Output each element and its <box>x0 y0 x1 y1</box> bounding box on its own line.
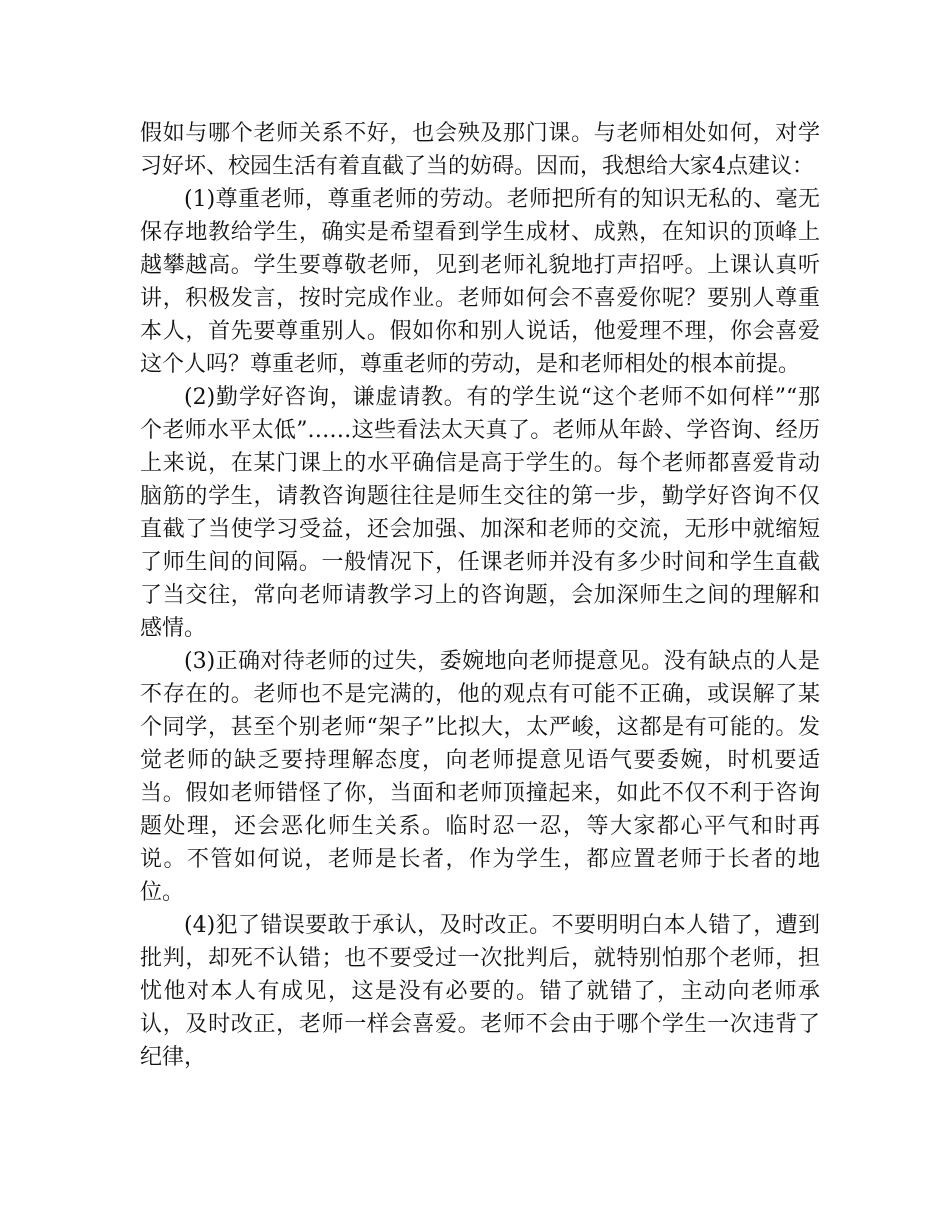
paragraph-advice-2: (2)勤学好咨询，谦虚请教。有的学生说“这个老师不如何样”“那个老师水平太低”……这些看法太天真了。老师从年龄、学咨询、经历上来说，在某门课上的水平确信是高于学生的。每个老师都喜爱肯动脑筋的学生，请教咨询题往往是师生交往的第一步，勤学好咨询不仅直截了当使学习受益，还会加强、加深和老师的交流，无形中就缩短了师生间的间隔。一般情况下，任课老师并没有多少时间和学生直截了当交往，常向老师请教学习上的咨询题，会加深师生之间的理解和感情。 <box>140 385 820 641</box>
paragraph-intro: 假如与哪个老师关系不好，也会殃及那门课。与老师相处如何，对学习好坏、校园生活有着直截了当的妨碍。因而，我想给大家4点建议： <box>140 121 820 179</box>
paragraph-advice-1: (1)尊重老师，尊重老师的劳动。老师把所有的知识无私的、毫无保存地教给学生，确实是希望看到学生成材、成熟，在知识的顶峰上越攀越高。学生要尊敬老师，见到老师礼貌地打声招呼。上课认真听讲，积极发言，按时完成作业。老师如何会不喜爱你呢？要别人尊重本人，首先要尊重别人。假如你和别人说话，他爱理不理，你会喜爱这个人吗？尊重老师，尊重老师的劳动，是和老师相处的根本前提。 <box>140 187 820 377</box>
paragraph-advice-4: (4)犯了错误要敢于承认，及时改正。不要明明白本人错了，遭到批判，却死不认错；也不要受过一次批判后，就特别怕那个老师，担忧他对本人有成见，这是没有必要的。错了就错了，主动向老师承认，及时改正，老师一样会喜爱。老师不会由于哪个学生一次违背了纪律， <box>140 913 820 1070</box>
paragraph-advice-3: (3)正确对待老师的过失，委婉地向老师提意见。没有缺点的人是不存在的。老师也不是完满的，他的观点有可能不正确，或误解了某个同学，甚至个别老师“架子”比拟大，太严峻，这都是有可能的。发觉老师的缺乏要持理解态度，向老师提意见语气要委婉，时机要适当。假如老师错怪了你，当面和老师顶撞起来，如此不仅不利于咨询题处理，还会恶化师生关系。临时忍一忍，等大家都心平气和时再说。不管如何说，老师是长者，作为学生，都应置老师于长者的地位。 <box>140 649 820 905</box>
document-body <box>140 117 820 1074</box>
